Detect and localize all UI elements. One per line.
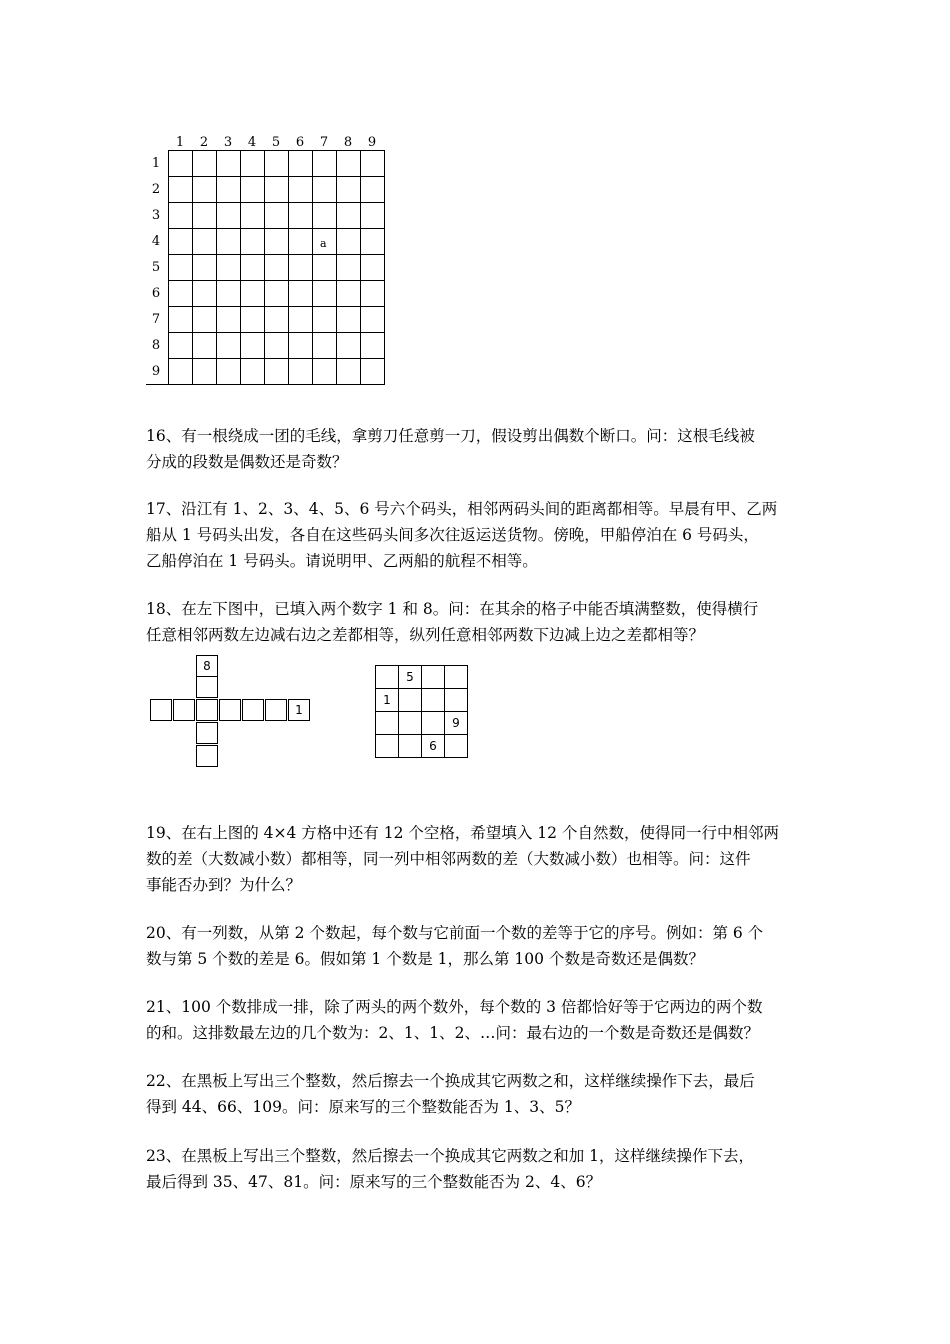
problem-line: 事能否办到？为什么？ xyxy=(146,876,302,894)
problem-line: 16、有一根绕成一团的毛线，拿剪刀任意剪一刀，假设剪出偶数个断口。问：这根毛线被 xyxy=(146,427,755,445)
grid-col-label: 4 xyxy=(247,135,257,150)
grid-line xyxy=(168,150,385,151)
problem-18 xyxy=(146,596,826,648)
square-cell: 9 xyxy=(444,711,468,735)
problem-line: 数与第 5 个数的差是 6。假如第 1 个数是 1，那么第 100 个数是奇数还是偶数？ xyxy=(146,950,704,968)
grid-line xyxy=(360,150,361,385)
grid-line xyxy=(168,306,385,307)
cross-cell xyxy=(242,699,264,721)
grid-line xyxy=(240,150,241,385)
grid-line xyxy=(168,202,385,203)
cross-figure xyxy=(150,655,320,770)
square-cell xyxy=(421,711,445,735)
grid-row-label: 8 xyxy=(151,338,161,353)
grid-row-label: 3 xyxy=(151,208,161,223)
problem-line: 乙船停泊在 1 号码头。请说明甲、乙两船的航程不相等。 xyxy=(146,552,538,570)
square-cell xyxy=(444,734,468,758)
problem-16 xyxy=(146,423,826,475)
problem-line: 19、在右上图的 4×4 方格中还有 12 个空格，希望填入 12 个自然数，使得同一行中相邻两 xyxy=(146,824,779,842)
problem-23 xyxy=(146,1143,826,1195)
problem-19 xyxy=(146,820,826,898)
square-cell: 1 xyxy=(375,688,399,712)
grid-col-label: 1 xyxy=(175,135,185,150)
cross-cell-top: 8 xyxy=(196,655,218,677)
cross-cell xyxy=(196,676,218,698)
square-cell xyxy=(421,665,445,689)
cross-cell xyxy=(196,699,218,721)
grid-line xyxy=(168,254,385,255)
grid-line xyxy=(384,150,385,385)
problem-line: 分成的段数是偶数还是奇数？ xyxy=(146,453,348,471)
grid-9x9-figure xyxy=(146,128,386,390)
square-4x4-figure xyxy=(375,665,471,761)
grid-row-label: 2 xyxy=(151,182,161,197)
problem-21 xyxy=(146,994,826,1046)
problem-line: 21、100 个数排成一排，除了两头的两个数外，每个数的 3 倍都恰好等于它两边的两个数 xyxy=(146,998,763,1016)
grid-col-label: 7 xyxy=(319,135,329,150)
grid-line xyxy=(216,150,217,385)
problem-line: 最后得到 35、47、81。问：原来写的三个整数能否为 2、4、6？ xyxy=(146,1173,602,1191)
cross-cell xyxy=(219,699,241,721)
problem-line: 数的差（大数减小数）都相等，同一列中相邻两数的差（大数减小数）也相等。问：这件 xyxy=(146,850,751,868)
problem-20 xyxy=(146,920,826,972)
grid-line xyxy=(312,150,313,385)
problem-line: 17、沿江有 1、2、3、4、5、6 号六个码头，相邻两码头间的距离都相等。早晨有甲、乙两 xyxy=(146,500,778,518)
grid-row-label: 6 xyxy=(151,286,161,301)
grid-line xyxy=(168,358,385,359)
grid-col-label: 9 xyxy=(367,135,377,150)
grid-col-label: 3 xyxy=(223,135,233,150)
grid-line xyxy=(146,384,385,385)
grid-row-label: 1 xyxy=(151,156,161,171)
grid-col-label: 5 xyxy=(271,135,281,150)
square-cell xyxy=(398,711,422,735)
grid-line xyxy=(168,280,385,281)
square-cell xyxy=(444,688,468,712)
grid-col-label: 8 xyxy=(343,135,353,150)
problem-line: 22、在黑板上写出三个整数，然后擦去一个换成其它两数之和，这样继续操作下去，最后 xyxy=(146,1072,755,1090)
problem-line: 23、在黑板上写出三个整数，然后擦去一个换成其它两数之和加 1，这样继续操作下去， xyxy=(146,1147,755,1165)
square-cell xyxy=(375,711,399,735)
problem-17 xyxy=(146,496,826,574)
cross-cell xyxy=(196,722,218,744)
cross-cell xyxy=(265,699,287,721)
grid-line xyxy=(192,150,193,385)
grid-line xyxy=(168,150,169,385)
square-cell xyxy=(398,688,422,712)
grid-row-label: 7 xyxy=(151,312,161,327)
square-cell xyxy=(375,734,399,758)
grid-row-label: 5 xyxy=(151,260,161,275)
cross-cell xyxy=(150,699,172,721)
problem-line: 18、在左下图中，已填入两个数字 1 和 8。问：在其余的格子中能否填满整数，使得横行 xyxy=(146,600,759,618)
problem-line: 20、有一列数，从第 2 个数起，每个数与它前面一个数的差等于它的序号。例如：第 6 个 xyxy=(146,924,764,942)
problem-line: 得到 44、66、109。问：原来写的三个整数能否为 1、3、5？ xyxy=(146,1098,580,1116)
problem-line: 任意相邻两数左边减右边之差都相等，纵列任意相邻两数下边减上边之差都相等？ xyxy=(146,626,705,644)
square-cell: 6 xyxy=(421,734,445,758)
problem-line: 的和。这排数最左边的几个数为：2、1、1、2、…问：最右边的一个数是奇数还是偶数？ xyxy=(146,1024,759,1042)
grid-mark-a: a xyxy=(320,237,327,250)
cross-cell xyxy=(173,699,195,721)
square-cell: 5 xyxy=(398,665,422,689)
grid-line xyxy=(336,150,337,385)
square-cell xyxy=(375,665,399,689)
problem-line: 船从 1 号码头出发，各自在这些码头间多次往返运送货物。傍晚，甲船停泊在 6 号码头， xyxy=(146,526,759,544)
square-cell xyxy=(421,688,445,712)
grid-col-label: 6 xyxy=(295,135,305,150)
grid-row-label: 9 xyxy=(151,364,161,379)
grid-line xyxy=(264,150,265,385)
grid-line xyxy=(168,228,385,229)
cross-cell xyxy=(196,745,218,767)
grid-col-label: 2 xyxy=(199,135,209,150)
cross-cell-right: 1 xyxy=(288,699,310,721)
grid-line xyxy=(288,150,289,385)
grid-line xyxy=(168,176,385,177)
square-cell xyxy=(444,665,468,689)
problem-22 xyxy=(146,1068,826,1120)
square-cell xyxy=(398,734,422,758)
grid-row-label: 4 xyxy=(151,234,161,249)
grid-line xyxy=(168,332,385,333)
